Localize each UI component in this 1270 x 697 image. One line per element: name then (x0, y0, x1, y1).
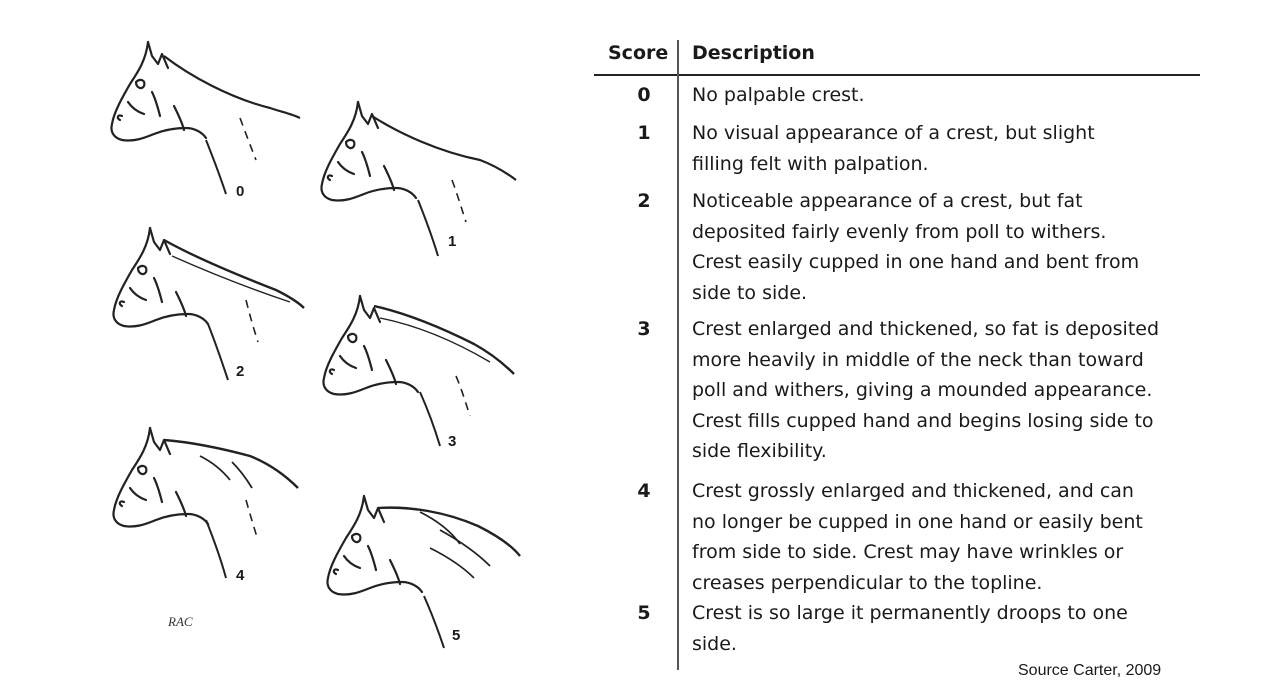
horse-neck-illustrations (0, 0, 580, 697)
horse-score-1 (321, 102, 516, 256)
horse-score-4 (113, 428, 298, 584)
horse-score-2 (113, 228, 304, 380)
horse-score-0 (111, 42, 300, 200)
horse-label-0: 0 (236, 183, 245, 200)
score-description: Crest is so large it permanently droops to one side. (692, 602, 1128, 655)
score-value: 0 (637, 84, 651, 106)
score-value: 3 (637, 318, 651, 340)
score-description: Noticeable appearance of a crest, but fat deposited fairly evenly from poll to withers. Crest easily cupped in one hand and bent from side to side. (692, 190, 1140, 304)
description-column-header: Description (692, 42, 815, 64)
artist-signature: RAC (168, 614, 193, 629)
score-description: Crest grossly enlarged and thickened, and can no longer be cupped in one hand or easily bent from side to side. Crest may have wrinkles or creases perpendicular to the topline. (692, 480, 1143, 594)
horse-label-1: 1 (448, 233, 457, 250)
horse-label-2: 2 (236, 363, 245, 380)
crest-score-table (594, 36, 1200, 655)
column-divider (677, 40, 679, 670)
horse-label-4: 4 (236, 567, 245, 584)
horse-score-3 (323, 296, 514, 450)
score-value: 5 (637, 602, 651, 624)
score-description: No palpable crest. (692, 84, 865, 106)
score-description: Crest enlarged and thickened, so fat is deposited more heavily in middle of the neck than toward poll and withers, giving a mounded appearance. Crest fills cupped hand and begins losing side to side flexibility. (692, 318, 1160, 462)
score-value: 1 (637, 122, 651, 144)
horse-score-5 (327, 496, 520, 648)
horse-label-3: 3 (448, 433, 457, 450)
score-column-header: Score (608, 42, 669, 64)
score-description: No visual appearance of a crest, but slight filling felt with palpation. (692, 122, 1095, 175)
table-header (594, 36, 1200, 76)
score-value: 4 (637, 480, 651, 502)
score-value: 2 (637, 190, 651, 212)
source-citation: Source Carter, 2009 (1018, 662, 1162, 679)
horse-label-5: 5 (452, 627, 461, 644)
